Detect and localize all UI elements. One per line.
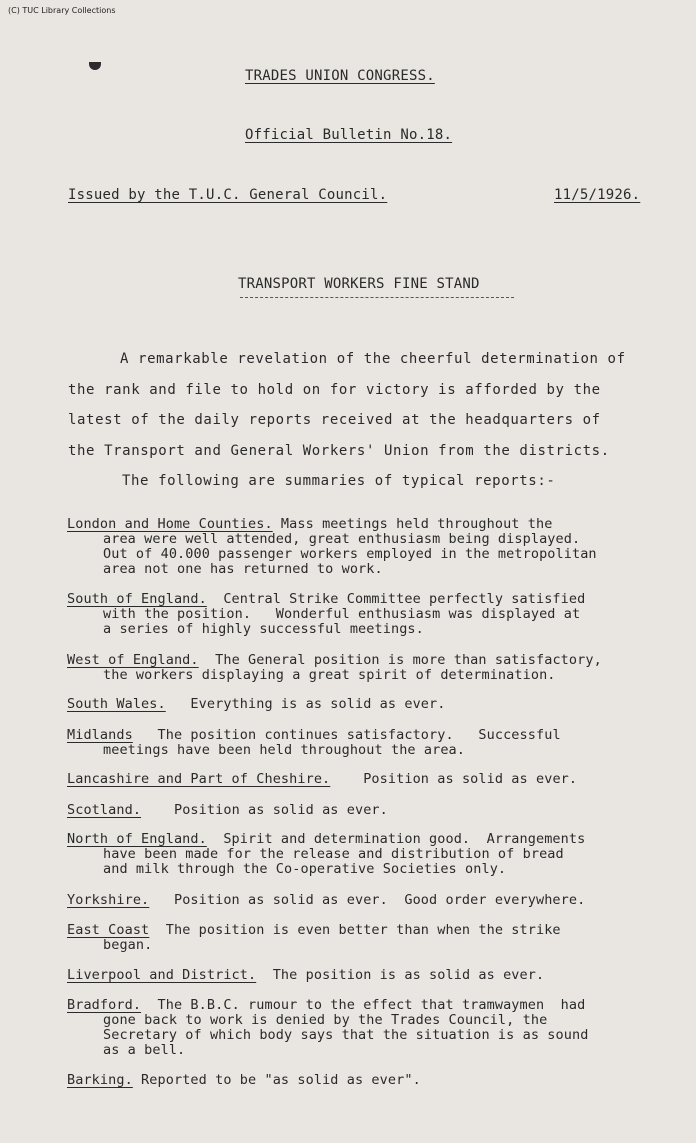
report-region: London and Home Counties.: [67, 516, 273, 532]
report-text: Position as solid as ever.: [141, 802, 388, 818]
intro-line-2: the rank and file to hold on for victory is afforded by the: [68, 382, 601, 398]
summary-intro-line: The following are summaries of typical reports:-: [122, 473, 556, 489]
report-region: Scotland.: [67, 802, 142, 818]
report-text: Position as solid as ever.: [330, 771, 578, 787]
report-yorkshire: [67, 893, 667, 908]
report-region: South of England.: [67, 591, 207, 607]
report-text: Position as solid as ever. Good order everywhere.: [149, 892, 586, 908]
copyright-notice: (C) TUC Library Collections: [8, 6, 116, 15]
report-text: The position is as solid as ever.: [256, 967, 545, 983]
report-south-wales: [67, 697, 667, 712]
report-north-of-england: [67, 832, 667, 877]
report-west-of-england: [67, 653, 667, 683]
report-text: Central Strike Committee perfectly satisfied: [206, 591, 586, 607]
report-region: Bradford.: [67, 997, 142, 1013]
report-text: The B.B.C. rumour to the effect that tramwaymen had: [141, 997, 586, 1013]
report-text: began.: [103, 937, 153, 953]
report-south-of-england: [67, 592, 667, 637]
report-text: Secretary of which body says that the situation is as sound: [103, 1027, 589, 1043]
report-region: West of England.: [67, 652, 199, 668]
report-text: and milk through the Co-operative Societies only.: [103, 861, 507, 877]
bulletin-number: Official Bulletin No.18.: [245, 127, 453, 143]
report-east-coast: [67, 923, 667, 953]
report-region: Barking.: [67, 1072, 133, 1088]
report-region: Midlands: [67, 727, 133, 743]
report-midlands: [67, 728, 667, 758]
report-text: area were well attended, great enthusiasm being displayed.: [103, 531, 581, 547]
report-text: area not one has returned to work.: [103, 561, 383, 577]
report-text: as a bell.: [103, 1042, 186, 1058]
report-text: gone back to work is denied by the Trades Council, the: [103, 1012, 548, 1028]
report-text: Everything is as solid as ever.: [165, 696, 446, 712]
intro-line-3: latest of the daily reports received at the headquarters of: [68, 412, 601, 428]
report-london: [67, 517, 667, 577]
report-text: have been made for the release and distribution of bread: [103, 846, 564, 862]
document-heading: TRADES UNION CONGRESS.: [245, 68, 435, 84]
report-text: The position continues satisfactory. Successful: [132, 727, 561, 743]
report-region: South Wales.: [67, 696, 166, 712]
report-text: Mass meetings held throughout the: [272, 516, 553, 532]
headline: TRANSPORT WORKERS FINE STAND: [238, 276, 480, 292]
report-text: Out of 40.000 passenger workers employed in the metropolitan: [103, 546, 597, 562]
report-region: East Coast: [67, 922, 150, 938]
report-bradford: [67, 998, 667, 1058]
report-text: The position is even better than when the strike: [149, 922, 561, 938]
report-text: a series of highly successful meetings.: [103, 621, 424, 637]
report-region: Lancashire and Part of Cheshire.: [67, 771, 331, 787]
report-text: Reported to be "as solid as ever".: [132, 1072, 421, 1088]
report-scotland: [67, 803, 667, 818]
report-text: with the position. Wonderful enthusiasm was displayed at: [103, 606, 581, 622]
report-barking: [67, 1073, 667, 1088]
report-liverpool: [67, 968, 667, 983]
issue-date: 11/5/1926.: [554, 187, 641, 203]
intro-line-1: A remarkable revelation of the cheerful determination of: [120, 351, 626, 367]
report-region: North of England.: [67, 831, 207, 847]
report-region: Yorkshire.: [67, 892, 150, 908]
report-text: Spirit and determination good. Arrangements: [206, 831, 586, 847]
report-text: The General position is more than satisfactory,: [198, 652, 602, 668]
punch-hole-mark: [89, 62, 101, 70]
report-lancashire: [67, 772, 667, 787]
intro-line-4: the Transport and General Workers' Union from the districts.: [68, 443, 610, 459]
headline-dashed-rule: [240, 297, 514, 298]
report-text: meetings have been held throughout the area.: [103, 742, 466, 758]
report-text: the workers displaying a great spirit of determination.: [103, 667, 556, 683]
issued-by-line: Issued by the T.U.C. General Council.: [68, 187, 388, 203]
report-region: Liverpool and District.: [67, 967, 257, 983]
